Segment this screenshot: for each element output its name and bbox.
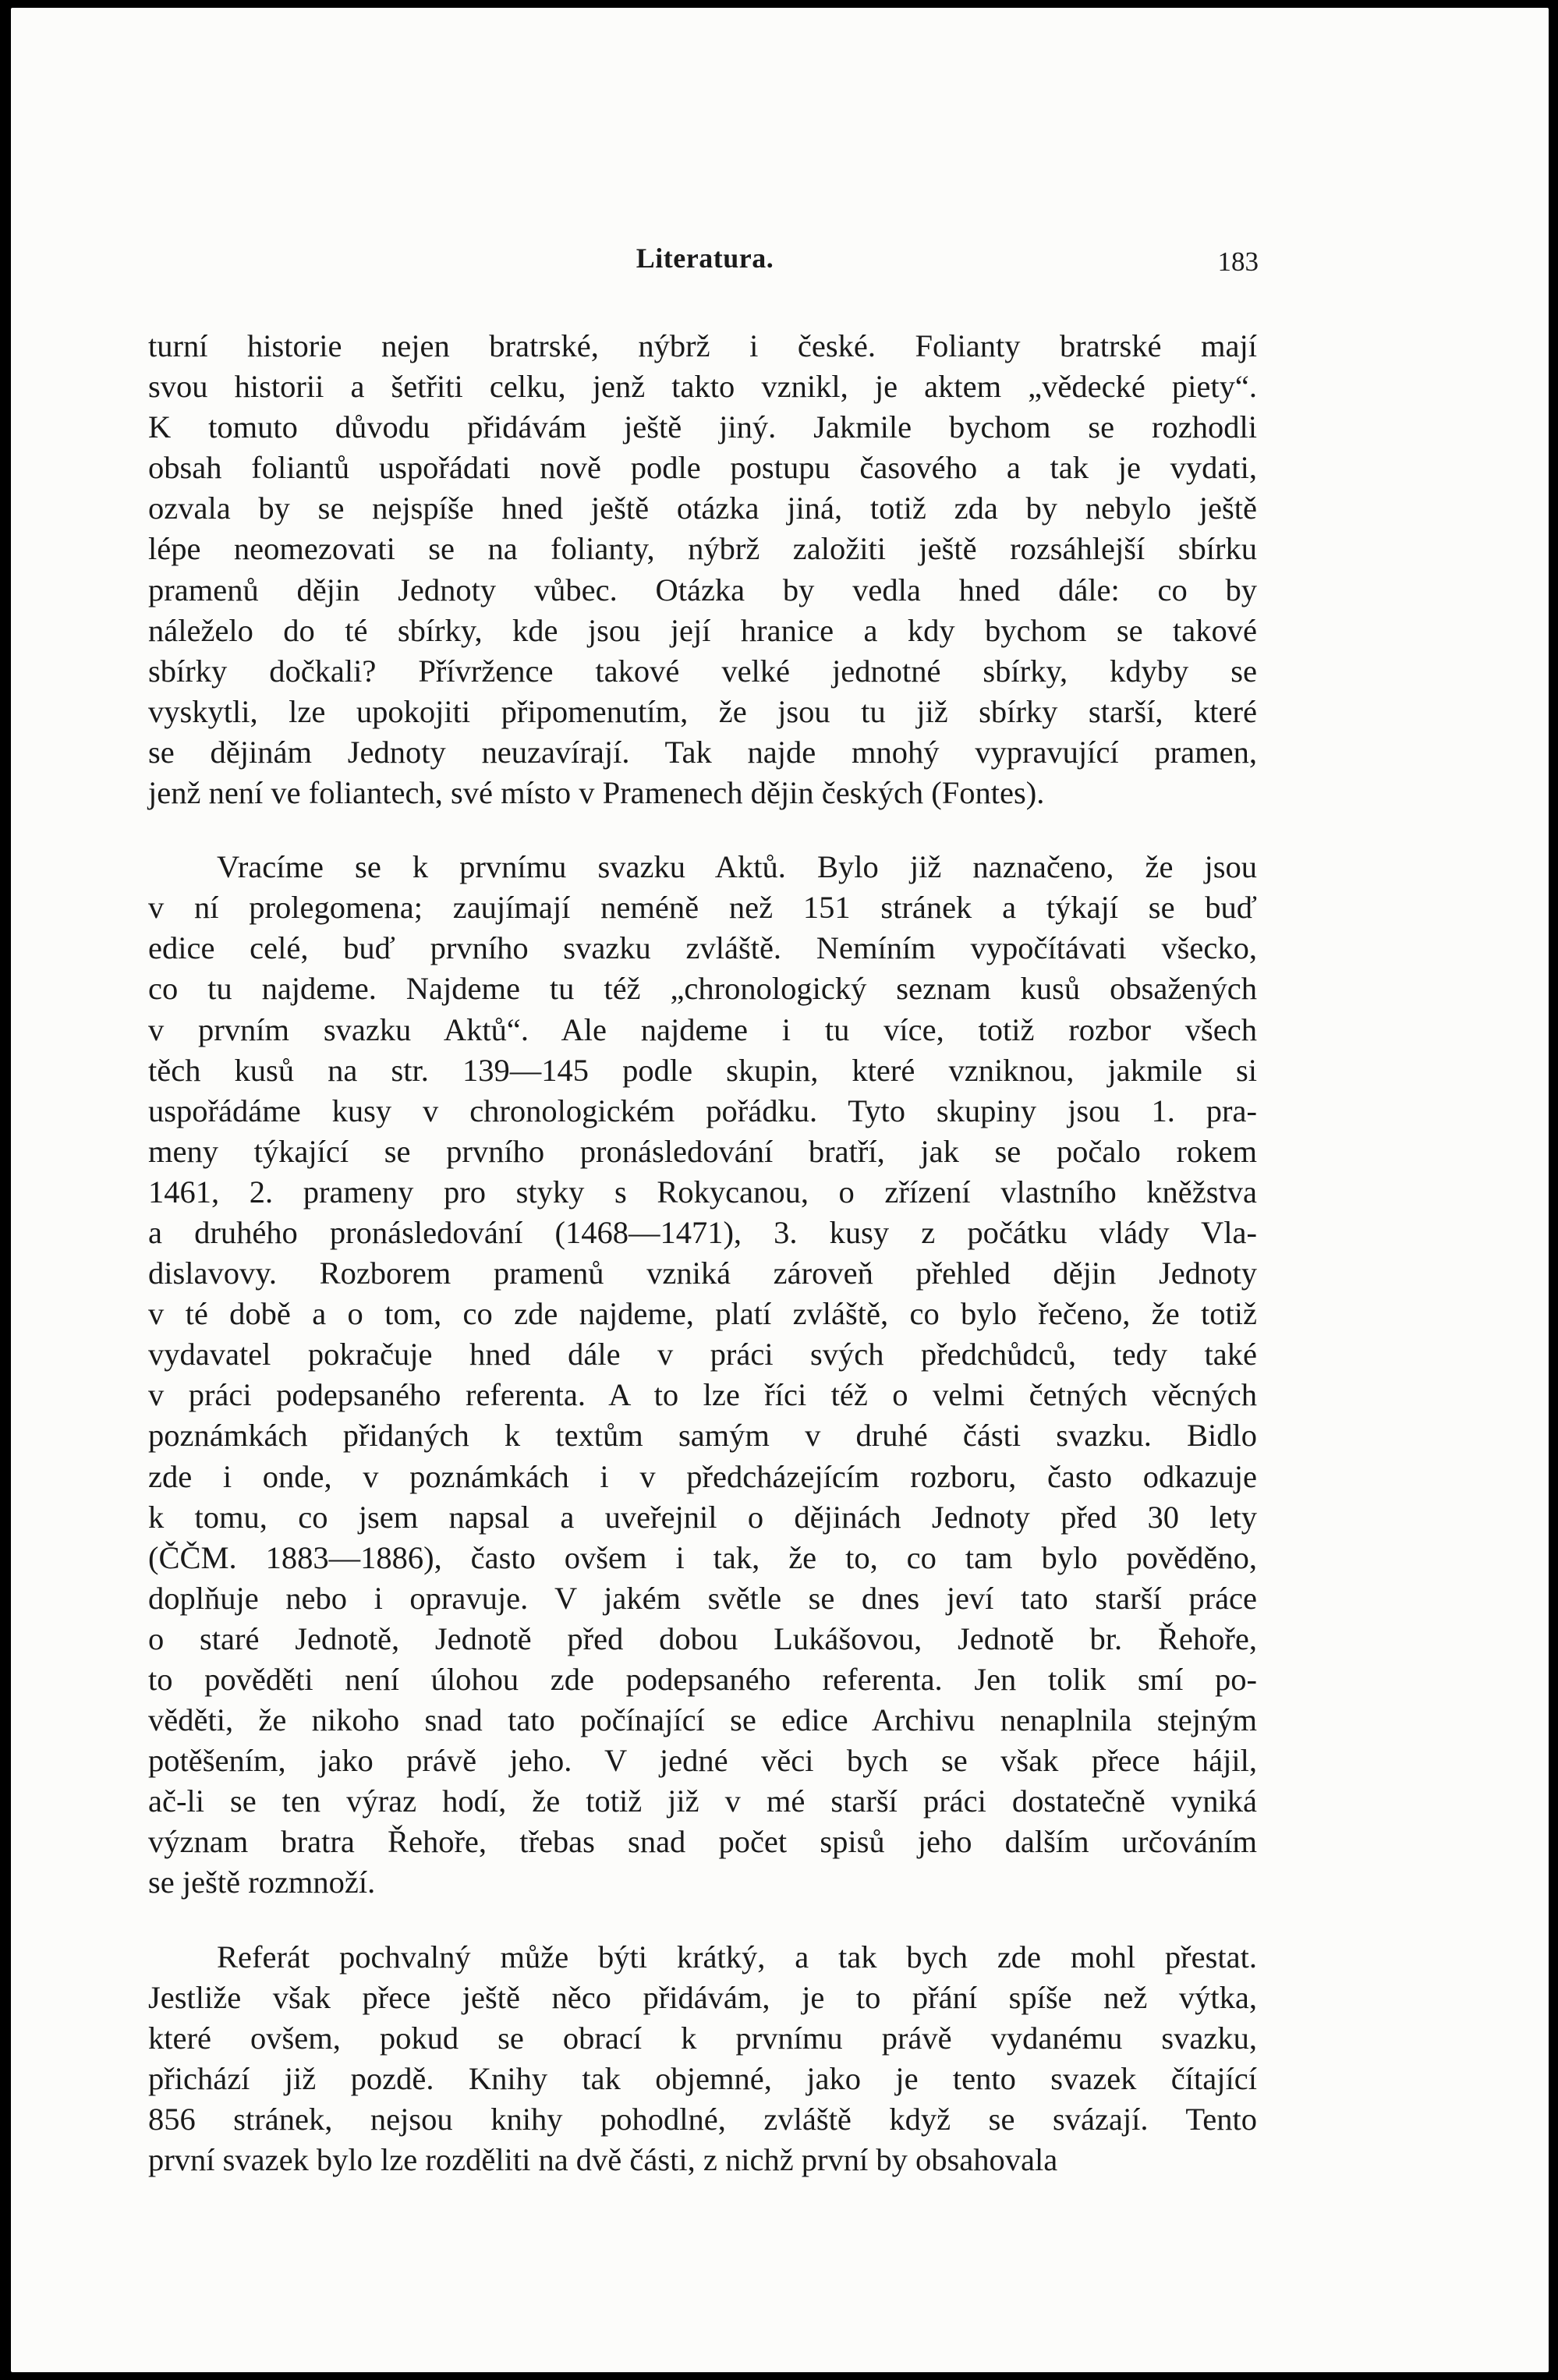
text-line: obsah foliantů uspořádati nově podle postupu časového a tak je vydati, [148, 450, 1257, 486]
text-line: uspořádáme kusy v chronologickém pořádku. Tyto skupiny jsou 1. pra- [148, 1093, 1257, 1128]
text-line: zde i onde, v poznámkách i v předcházejícím rozboru, často odkazuje [148, 1458, 1257, 1494]
paragraph-2 [148, 847, 1257, 1903]
text-line: vydavatel pokračuje hned dále v práci svých předchůdců, tedy také [148, 1337, 1257, 1372]
text-line: první svazek bylo lze rozděliti na dvě části, z nichž první by obsahovala [148, 2142, 1058, 2178]
text-line: o staré Jednotě, Jednotě před dobou Lukášovou, Jednotě br. Řehoře, [148, 1620, 1257, 1656]
text-line: Referát pochvalný může býti krátký, a tak bych zde mohl přestat. [217, 1939, 1257, 1974]
text-line: Jestliže však přece ještě něco přidávám, je to přání spíše než výtka, [148, 1979, 1257, 2015]
text-line: přichází již pozdě. Knihy tak objemné, jako je tento svazek čítající [148, 2060, 1257, 2096]
text-line: K tomuto důvodu přidávám ještě jiný. Jakmile bychom se rozhodli [148, 409, 1257, 445]
paragraph-3 [148, 1937, 1257, 2181]
text-line: jenž není ve foliantech, své místo v Pramenech dějin českých (Fontes). [148, 775, 1045, 811]
text-line: lépe neomezovati se na folianty, nýbrž založiti ještě rozsáhlejší sbírku [148, 531, 1257, 567]
text-line: turní historie nejen bratrské, nýbrž i české. Folianty bratrské mají [148, 328, 1257, 363]
text-line: sbírky dočkali? Přívržence takové velké jednotné sbírky, kdyby se [148, 653, 1257, 689]
text-line: v té době a o tom, co zde najdeme, platí zvláště, co bylo řečeno, že totiž [148, 1296, 1257, 1332]
text-line: těch kusů na str. 139—145 podle skupin, které vzniknou, jakmile si [148, 1052, 1257, 1088]
text-line: k tomu, co jsem napsal a uveřejnil o dějinách Jednoty před 30 lety [148, 1499, 1257, 1535]
text-line: potěšením, jako právě jeho. V jedné věci bych se však přece hájil, [148, 1743, 1257, 1779]
text-line: to pověděti není úlohou zde podepsaného referenta. Jen tolik smí po- [148, 1662, 1257, 1697]
text-line: význam bratra Řehoře, třebas snad počet spisů jeho dalším určováním [148, 1824, 1257, 1860]
body-text [148, 326, 1257, 2180]
text-line: v ní prolegomena; zaujímají neméně než 151 stránek a týkají se buď [148, 890, 1257, 926]
text-line: vyskytli, lze upokojiti připomenutím, že jsou tu již sbírky starší, které [148, 693, 1257, 729]
text-line: v práci podepsaného referenta. A to lze říci též o velmi četných věcných [148, 1377, 1257, 1413]
text-line: se ještě rozmnoží. [148, 1865, 376, 1900]
text-line: pramenů dějin Jednoty vůbec. Otázka by vedla hned dále: co by [148, 572, 1257, 607]
text-line: (ČČM. 1883—1886), často ovšem i tak, že to, co tam bylo pověděno, [148, 1539, 1257, 1575]
text-line: ozvala by se nejspíše hned ještě otázka jiná, totiž zda by nebylo ještě [148, 491, 1257, 526]
text-line: dislavovy. Rozborem pramenů vzniká zároveň přehled dějin Jednoty [148, 1256, 1257, 1291]
scanned-page [11, 8, 1549, 2372]
text-line: edice celé, buď prvního svazku zvláště. Nemíním vypočítávati všecko, [148, 930, 1257, 966]
text-line: náleželo do té sbírky, kde jsou její hranice a kdy bychom se takové [148, 612, 1257, 648]
text-line: věděti, že nikoho snad tato počínající se edice Archivu nenaplnila stejným [148, 1702, 1257, 1738]
text-line: doplňuje nebo i opravuje. V jakém světle se dnes jeví tato starší práce [148, 1580, 1257, 1616]
text-line: které ovšem, pokud se obrací k prvnímu právě vydanému svazku, [148, 2020, 1257, 2056]
text-line: v prvním svazku Aktů“. Ale najdeme i tu více, totiž rozbor všech [148, 1011, 1257, 1047]
running-header [151, 242, 1259, 289]
page-number: 183 [1217, 246, 1259, 277]
text-line: co tu najdeme. Najdeme tu též „chronologický seznam kusů obsažených [148, 971, 1257, 1007]
text-line: ač-li se ten výraz hodí, že totiž již v mé starší práci dostatečně vyniká [148, 1783, 1257, 1819]
text-line: 1461, 2. prameny pro styky s Rokycanou, o zřízení vlastního kněžstva [148, 1174, 1257, 1209]
text-line: se dějinám Jednoty neuzavírají. Tak najde mnohý vypravující pramen, [148, 734, 1257, 770]
text-line: meny týkající se prvního pronásledování bratří, jak se počalo rokem [148, 1133, 1257, 1169]
text-line: 856 stránek, nejsou knihy pohodlné, zvláště když se svázají. Tento [148, 2101, 1257, 2137]
text-line: svou historii a šetřiti celku, jenž takto vznikl, je aktem „vědecké piety“. [148, 369, 1257, 405]
text-line: Vracíme se k prvnímu svazku Aktů. Bylo již naznačeno, že jsou [217, 849, 1257, 885]
text-line: poznámkách přidaných k textům samým v druhé části svazku. Bidlo [148, 1418, 1257, 1454]
header-title: Literatura. [636, 243, 774, 274]
text-line: a druhého pronásledování (1468—1471), 3. kusy z počátku vlády Vla- [148, 1214, 1257, 1250]
paragraph-1 [148, 326, 1257, 813]
